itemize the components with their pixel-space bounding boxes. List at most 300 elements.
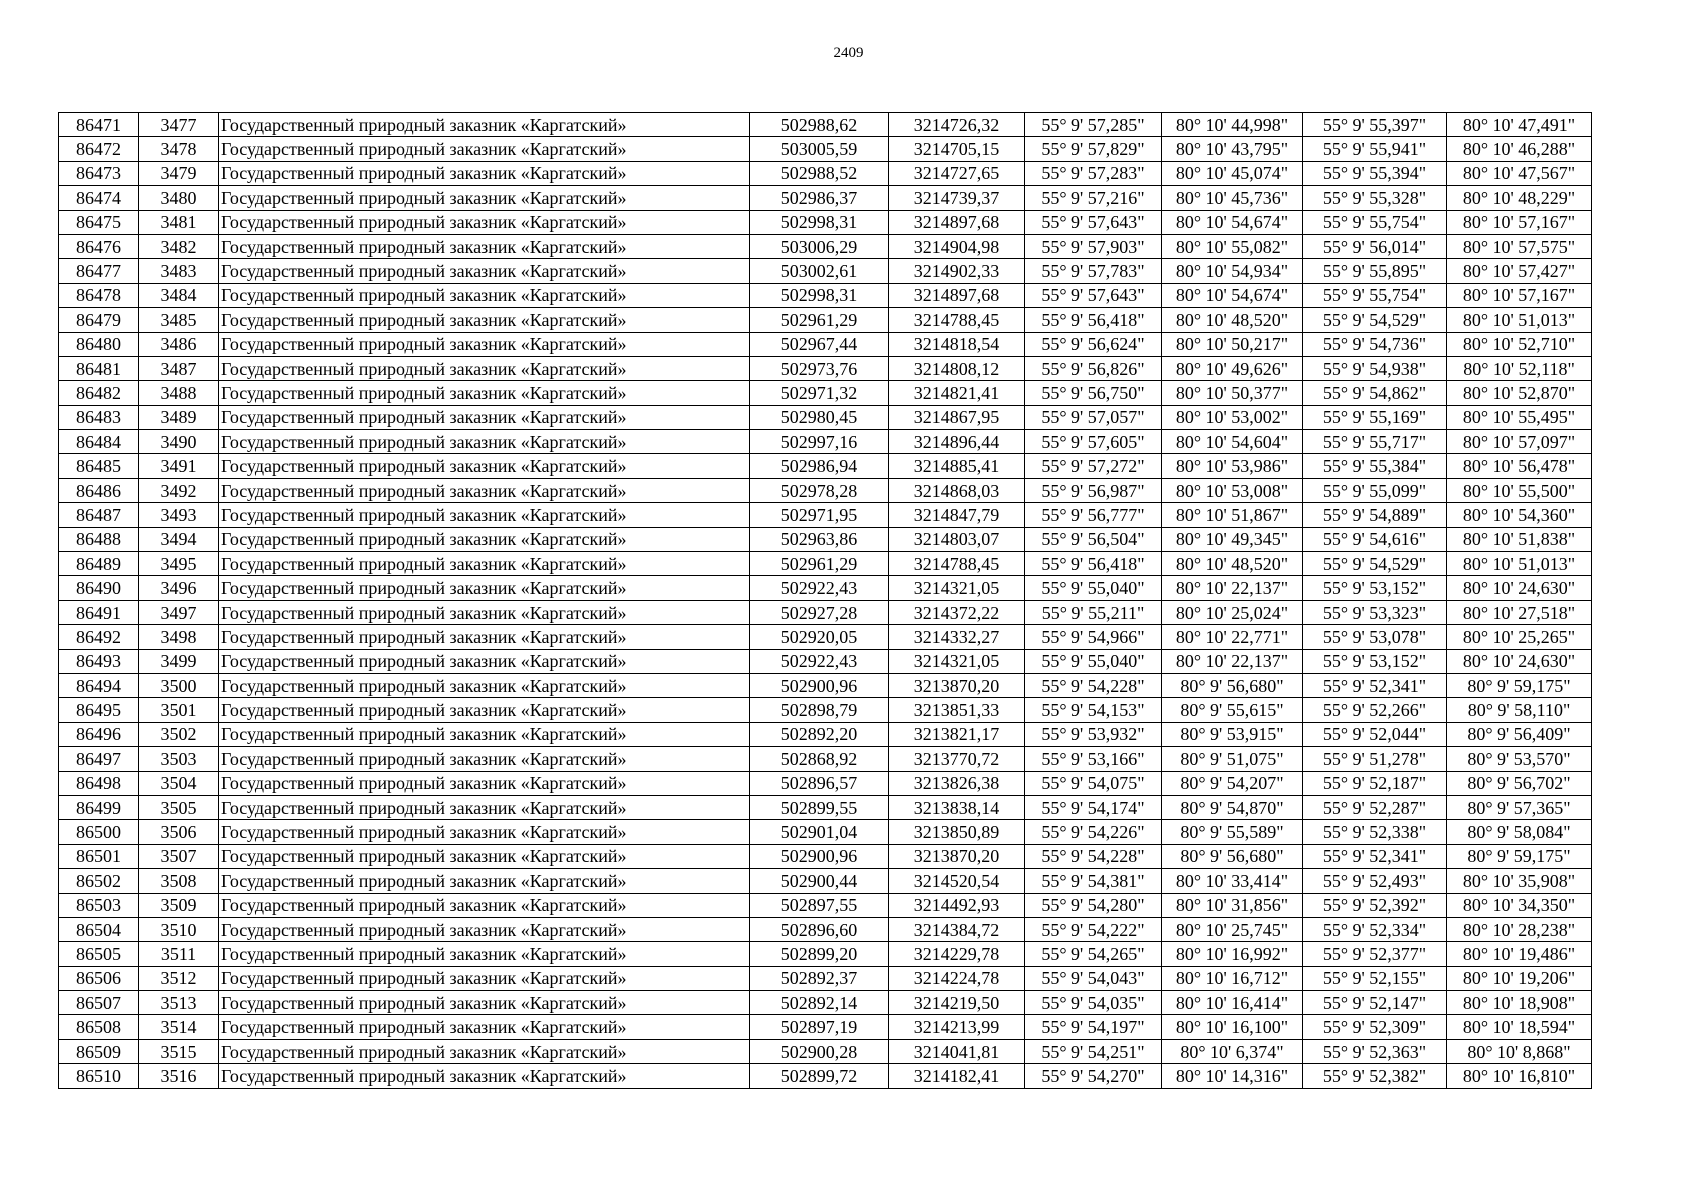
cell-coord-x: 502978,28 <box>750 478 889 502</box>
cell-coord-x: 502899,72 <box>750 1064 889 1088</box>
cell-row-number: 86471 <box>59 113 139 137</box>
table-body <box>59 113 1592 1089</box>
cell-longitude-1: 80° 10' 14,316" <box>1162 1064 1303 1088</box>
cell-point-number: 3509 <box>139 893 219 917</box>
cell-longitude-1: 80° 10' 44,998" <box>1162 113 1303 137</box>
cell-coord-x: 502897,55 <box>750 893 889 917</box>
cell-latitude-1: 55° 9' 56,826" <box>1025 356 1162 380</box>
cell-point-number: 3503 <box>139 747 219 771</box>
cell-row-number: 86486 <box>59 478 139 502</box>
table-row <box>59 186 1592 210</box>
cell-latitude-2: 55° 9' 52,392" <box>1303 893 1447 917</box>
cell-latitude-1: 55° 9' 56,418" <box>1025 552 1162 576</box>
cell-row-number: 86476 <box>59 234 139 258</box>
cell-point-number: 3483 <box>139 259 219 283</box>
cell-longitude-2: 80° 10' 55,495" <box>1447 405 1592 429</box>
cell-coord-y: 3213850,89 <box>889 820 1025 844</box>
cell-row-number: 86498 <box>59 771 139 795</box>
cell-coord-y: 3214902,33 <box>889 259 1025 283</box>
cell-latitude-2: 55° 9' 52,382" <box>1303 1064 1447 1088</box>
cell-longitude-1: 80° 10' 53,008" <box>1162 478 1303 502</box>
table-row <box>59 454 1592 478</box>
cell-reserve-name: Государственный природный заказник «Каргатский» <box>219 917 750 941</box>
cell-longitude-1: 80° 10' 48,520" <box>1162 552 1303 576</box>
cell-point-number: 3514 <box>139 1015 219 1039</box>
table-row <box>59 1064 1592 1088</box>
cell-longitude-1: 80° 10' 16,414" <box>1162 991 1303 1015</box>
cell-row-number: 86502 <box>59 869 139 893</box>
cell-row-number: 86488 <box>59 527 139 551</box>
cell-point-number: 3488 <box>139 381 219 405</box>
cell-row-number: 86475 <box>59 210 139 234</box>
cell-coord-y: 3214821,41 <box>889 381 1025 405</box>
cell-longitude-2: 80° 9' 56,409" <box>1447 722 1592 746</box>
cell-coord-y: 3214332,27 <box>889 625 1025 649</box>
cell-latitude-2: 55° 9' 53,323" <box>1303 600 1447 624</box>
cell-reserve-name: Государственный природный заказник «Каргатский» <box>219 113 750 137</box>
cell-row-number: 86472 <box>59 137 139 161</box>
cell-coord-x: 502986,37 <box>750 186 889 210</box>
cell-coord-y: 3214739,37 <box>889 186 1025 210</box>
cell-coord-x: 502892,20 <box>750 722 889 746</box>
table-row <box>59 137 1592 161</box>
cell-row-number: 86503 <box>59 893 139 917</box>
cell-latitude-1: 55° 9' 55,040" <box>1025 576 1162 600</box>
cell-longitude-1: 80° 10' 51,867" <box>1162 503 1303 527</box>
cell-point-number: 3489 <box>139 405 219 429</box>
cell-latitude-2: 55° 9' 52,266" <box>1303 698 1447 722</box>
cell-reserve-name: Государственный природный заказник «Каргатский» <box>219 137 750 161</box>
cell-latitude-2: 55° 9' 55,754" <box>1303 210 1447 234</box>
table-row <box>59 698 1592 722</box>
cell-longitude-1: 80° 10' 49,626" <box>1162 356 1303 380</box>
cell-row-number: 86510 <box>59 1064 139 1088</box>
cell-row-number: 86504 <box>59 917 139 941</box>
cell-coord-x: 502898,79 <box>750 698 889 722</box>
cell-point-number: 3504 <box>139 771 219 795</box>
cell-longitude-2: 80° 10' 56,478" <box>1447 454 1592 478</box>
cell-longitude-1: 80° 10' 54,674" <box>1162 210 1303 234</box>
cell-coord-x: 503006,29 <box>750 234 889 258</box>
cell-latitude-1: 55° 9' 57,285" <box>1025 113 1162 137</box>
cell-coord-y: 3214788,45 <box>889 552 1025 576</box>
cell-latitude-2: 55° 9' 52,044" <box>1303 722 1447 746</box>
cell-point-number: 3501 <box>139 698 219 722</box>
cell-latitude-2: 55° 9' 55,397" <box>1303 113 1447 137</box>
cell-longitude-1: 80° 10' 22,137" <box>1162 649 1303 673</box>
cell-coord-x: 502971,95 <box>750 503 889 527</box>
cell-latitude-2: 55° 9' 53,152" <box>1303 649 1447 673</box>
cell-reserve-name: Государственный природный заказник «Каргатский» <box>219 942 750 966</box>
cell-coord-x: 502896,57 <box>750 771 889 795</box>
cell-reserve-name: Государственный природный заказник «Каргатский» <box>219 503 750 527</box>
cell-longitude-2: 80° 10' 19,206" <box>1447 966 1592 990</box>
cell-coord-x: 502868,92 <box>750 747 889 771</box>
cell-latitude-1: 55° 9' 54,226" <box>1025 820 1162 844</box>
cell-reserve-name: Государственный природный заказник «Каргатский» <box>219 820 750 844</box>
cell-longitude-1: 80° 10' 45,074" <box>1162 161 1303 185</box>
cell-latitude-1: 55° 9' 55,211" <box>1025 600 1162 624</box>
cell-latitude-2: 55° 9' 52,187" <box>1303 771 1447 795</box>
cell-point-number: 3512 <box>139 966 219 990</box>
cell-longitude-2: 80° 10' 51,838" <box>1447 527 1592 551</box>
cell-point-number: 3492 <box>139 478 219 502</box>
cell-longitude-1: 80° 10' 54,604" <box>1162 430 1303 454</box>
cell-longitude-2: 80° 10' 18,908" <box>1447 991 1592 1015</box>
cell-longitude-2: 80° 10' 48,229" <box>1447 186 1592 210</box>
cell-latitude-1: 55° 9' 54,035" <box>1025 991 1162 1015</box>
cell-longitude-1: 80° 10' 25,745" <box>1162 917 1303 941</box>
cell-longitude-2: 80° 10' 57,575" <box>1447 234 1592 258</box>
cell-latitude-1: 55° 9' 57,605" <box>1025 430 1162 454</box>
cell-coord-x: 502963,86 <box>750 527 889 551</box>
cell-latitude-1: 55° 9' 56,987" <box>1025 478 1162 502</box>
table-row <box>59 673 1592 697</box>
cell-longitude-2: 80° 9' 59,175" <box>1447 673 1592 697</box>
cell-point-number: 3479 <box>139 161 219 185</box>
cell-latitude-2: 55° 9' 52,287" <box>1303 795 1447 819</box>
cell-coord-y: 3214182,41 <box>889 1064 1025 1088</box>
cell-latitude-2: 55° 9' 56,014" <box>1303 234 1447 258</box>
cell-latitude-1: 55° 9' 54,075" <box>1025 771 1162 795</box>
cell-coord-x: 502973,76 <box>750 356 889 380</box>
cell-latitude-1: 55° 9' 57,643" <box>1025 283 1162 307</box>
cell-longitude-2: 80° 10' 24,630" <box>1447 576 1592 600</box>
cell-latitude-1: 55° 9' 54,043" <box>1025 966 1162 990</box>
cell-latitude-2: 55° 9' 54,529" <box>1303 552 1447 576</box>
table-row <box>59 942 1592 966</box>
cell-point-number: 3510 <box>139 917 219 941</box>
table-row <box>59 478 1592 502</box>
cell-latitude-2: 55° 9' 54,616" <box>1303 527 1447 551</box>
cell-coord-x: 502900,96 <box>750 844 889 868</box>
table-row <box>59 771 1592 795</box>
cell-latitude-2: 55° 9' 52,155" <box>1303 966 1447 990</box>
cell-longitude-2: 80° 10' 51,013" <box>1447 308 1592 332</box>
cell-row-number: 86485 <box>59 454 139 478</box>
cell-point-number: 3513 <box>139 991 219 1015</box>
cell-coord-x: 502900,96 <box>750 673 889 697</box>
cell-point-number: 3511 <box>139 942 219 966</box>
cell-longitude-2: 80° 9' 53,570" <box>1447 747 1592 771</box>
cell-coord-y: 3214372,22 <box>889 600 1025 624</box>
cell-coord-y: 3214867,95 <box>889 405 1025 429</box>
cell-coord-x: 502900,44 <box>750 869 889 893</box>
cell-longitude-1: 80° 9' 54,870" <box>1162 795 1303 819</box>
cell-coord-y: 3214041,81 <box>889 1039 1025 1063</box>
cell-row-number: 86487 <box>59 503 139 527</box>
cell-latitude-1: 55° 9' 56,750" <box>1025 381 1162 405</box>
cell-coord-y: 3214224,78 <box>889 966 1025 990</box>
cell-coord-x: 502986,94 <box>750 454 889 478</box>
cell-longitude-1: 80° 9' 55,615" <box>1162 698 1303 722</box>
cell-coord-x: 502961,29 <box>750 552 889 576</box>
cell-coord-y: 3214808,12 <box>889 356 1025 380</box>
cell-latitude-1: 55° 9' 57,057" <box>1025 405 1162 429</box>
cell-point-number: 3490 <box>139 430 219 454</box>
cell-row-number: 86492 <box>59 625 139 649</box>
cell-coord-y: 3214520,54 <box>889 869 1025 893</box>
cell-latitude-2: 55° 9' 52,377" <box>1303 942 1447 966</box>
cell-latitude-1: 55° 9' 54,270" <box>1025 1064 1162 1088</box>
cell-latitude-1: 55° 9' 57,216" <box>1025 186 1162 210</box>
table-row <box>59 649 1592 673</box>
cell-longitude-2: 80° 10' 47,567" <box>1447 161 1592 185</box>
cell-coord-x: 502927,28 <box>750 600 889 624</box>
cell-longitude-1: 80° 10' 48,520" <box>1162 308 1303 332</box>
cell-longitude-1: 80° 10' 54,674" <box>1162 283 1303 307</box>
table-row <box>59 527 1592 551</box>
cell-latitude-1: 55° 9' 54,381" <box>1025 869 1162 893</box>
cell-coord-y: 3213770,72 <box>889 747 1025 771</box>
cell-longitude-1: 80° 10' 6,374" <box>1162 1039 1303 1063</box>
cell-longitude-2: 80° 10' 57,167" <box>1447 210 1592 234</box>
cell-row-number: 86506 <box>59 966 139 990</box>
table-row <box>59 381 1592 405</box>
cell-latitude-2: 55° 9' 54,862" <box>1303 381 1447 405</box>
table-row <box>59 308 1592 332</box>
cell-coord-y: 3213826,38 <box>889 771 1025 795</box>
cell-longitude-2: 80° 9' 57,365" <box>1447 795 1592 819</box>
cell-longitude-2: 80° 10' 24,630" <box>1447 649 1592 673</box>
cell-reserve-name: Государственный природный заказник «Каргатский» <box>219 795 750 819</box>
cell-point-number: 3486 <box>139 332 219 356</box>
cell-point-number: 3493 <box>139 503 219 527</box>
cell-coord-y: 3214818,54 <box>889 332 1025 356</box>
cell-longitude-2: 80° 9' 58,110" <box>1447 698 1592 722</box>
cell-longitude-2: 80° 10' 57,167" <box>1447 283 1592 307</box>
table-row <box>59 161 1592 185</box>
table-row <box>59 234 1592 258</box>
cell-longitude-2: 80° 10' 16,810" <box>1447 1064 1592 1088</box>
cell-coord-x: 502961,29 <box>750 308 889 332</box>
cell-coord-y: 3214219,50 <box>889 991 1025 1015</box>
cell-coord-y: 3214726,32 <box>889 113 1025 137</box>
cell-latitude-1: 55° 9' 56,777" <box>1025 503 1162 527</box>
cell-latitude-1: 55° 9' 57,283" <box>1025 161 1162 185</box>
cell-latitude-2: 55° 9' 52,341" <box>1303 673 1447 697</box>
cell-reserve-name: Государственный природный заказник «Каргатский» <box>219 649 750 673</box>
cell-reserve-name: Государственный природный заказник «Каргатский» <box>219 527 750 551</box>
cell-latitude-2: 55° 9' 54,529" <box>1303 308 1447 332</box>
cell-latitude-1: 55° 9' 57,829" <box>1025 137 1162 161</box>
cell-point-number: 3485 <box>139 308 219 332</box>
cell-point-number: 3478 <box>139 137 219 161</box>
cell-latitude-1: 55° 9' 54,197" <box>1025 1015 1162 1039</box>
cell-latitude-1: 55° 9' 54,251" <box>1025 1039 1162 1063</box>
cell-latitude-1: 55° 9' 56,418" <box>1025 308 1162 332</box>
cell-row-number: 86505 <box>59 942 139 966</box>
cell-longitude-2: 80° 10' 57,097" <box>1447 430 1592 454</box>
cell-longitude-1: 80° 9' 56,680" <box>1162 673 1303 697</box>
cell-coord-y: 3214897,68 <box>889 283 1025 307</box>
cell-longitude-1: 80° 10' 45,736" <box>1162 186 1303 210</box>
cell-coord-x: 502997,16 <box>750 430 889 454</box>
cell-coord-x: 502896,60 <box>750 917 889 941</box>
cell-coord-y: 3214847,79 <box>889 503 1025 527</box>
cell-longitude-1: 80° 10' 49,345" <box>1162 527 1303 551</box>
cell-coord-y: 3214213,99 <box>889 1015 1025 1039</box>
cell-longitude-1: 80° 9' 56,680" <box>1162 844 1303 868</box>
cell-longitude-1: 80° 10' 50,377" <box>1162 381 1303 405</box>
cell-latitude-2: 55° 9' 54,938" <box>1303 356 1447 380</box>
cell-coord-y: 3214727,65 <box>889 161 1025 185</box>
table-row <box>59 332 1592 356</box>
cell-latitude-1: 55° 9' 53,166" <box>1025 747 1162 771</box>
cell-latitude-1: 55° 9' 54,228" <box>1025 673 1162 697</box>
cell-longitude-1: 80° 10' 33,414" <box>1162 869 1303 893</box>
cell-longitude-1: 80° 9' 54,207" <box>1162 771 1303 795</box>
cell-reserve-name: Государственный природный заказник «Каргатский» <box>219 234 750 258</box>
cell-latitude-2: 55° 9' 55,384" <box>1303 454 1447 478</box>
cell-longitude-1: 80° 10' 50,217" <box>1162 332 1303 356</box>
cell-reserve-name: Государственный природный заказник «Каргатский» <box>219 966 750 990</box>
table-row <box>59 259 1592 283</box>
cell-coord-y: 3214788,45 <box>889 308 1025 332</box>
cell-row-number: 86479 <box>59 308 139 332</box>
cell-latitude-2: 55° 9' 55,941" <box>1303 137 1447 161</box>
cell-coord-y: 3214321,05 <box>889 649 1025 673</box>
cell-latitude-1: 55° 9' 54,228" <box>1025 844 1162 868</box>
table-row <box>59 600 1592 624</box>
cell-row-number: 86480 <box>59 332 139 356</box>
cell-latitude-2: 55° 9' 52,363" <box>1303 1039 1447 1063</box>
cell-coord-x: 502971,32 <box>750 381 889 405</box>
cell-longitude-2: 80° 10' 25,265" <box>1447 625 1592 649</box>
cell-point-number: 3491 <box>139 454 219 478</box>
table-row <box>59 552 1592 576</box>
cell-reserve-name: Государственный природный заказник «Каргатский» <box>219 478 750 502</box>
cell-point-number: 3506 <box>139 820 219 844</box>
cell-latitude-2: 55° 9' 53,078" <box>1303 625 1447 649</box>
page-number: 2409 <box>833 45 864 61</box>
table-row <box>59 405 1592 429</box>
cell-longitude-1: 80° 10' 16,100" <box>1162 1015 1303 1039</box>
cell-row-number: 86477 <box>59 259 139 283</box>
cell-longitude-2: 80° 10' 46,288" <box>1447 137 1592 161</box>
cell-longitude-2: 80° 10' 34,350" <box>1447 893 1592 917</box>
table-row <box>59 966 1592 990</box>
cell-latitude-1: 55° 9' 57,903" <box>1025 234 1162 258</box>
cell-row-number: 86493 <box>59 649 139 673</box>
cell-coord-x: 502897,19 <box>750 1015 889 1039</box>
table-row <box>59 356 1592 380</box>
cell-row-number: 86496 <box>59 722 139 746</box>
cell-reserve-name: Государственный природный заказник «Каргатский» <box>219 844 750 868</box>
cell-longitude-2: 80° 10' 19,486" <box>1447 942 1592 966</box>
cell-coord-y: 3214803,07 <box>889 527 1025 551</box>
cell-latitude-1: 55° 9' 57,643" <box>1025 210 1162 234</box>
cell-longitude-1: 80° 10' 22,771" <box>1162 625 1303 649</box>
cell-coord-x: 502922,43 <box>750 576 889 600</box>
cell-latitude-1: 55° 9' 57,783" <box>1025 259 1162 283</box>
cell-reserve-name: Государственный природный заказник «Каргатский» <box>219 161 750 185</box>
cell-longitude-2: 80° 10' 8,868" <box>1447 1039 1592 1063</box>
cell-latitude-1: 55° 9' 54,966" <box>1025 625 1162 649</box>
cell-longitude-2: 80° 10' 52,710" <box>1447 332 1592 356</box>
cell-latitude-2: 55° 9' 54,736" <box>1303 332 1447 356</box>
cell-coord-x: 502900,28 <box>750 1039 889 1063</box>
cell-latitude-2: 55° 9' 51,278" <box>1303 747 1447 771</box>
cell-reserve-name: Государственный природный заказник «Каргатский» <box>219 722 750 746</box>
cell-longitude-2: 80° 9' 56,702" <box>1447 771 1592 795</box>
cell-latitude-2: 55° 9' 55,328" <box>1303 186 1447 210</box>
table-row <box>59 844 1592 868</box>
cell-latitude-1: 55° 9' 54,222" <box>1025 917 1162 941</box>
cell-latitude-2: 55° 9' 55,717" <box>1303 430 1447 454</box>
table-row <box>59 283 1592 307</box>
cell-latitude-1: 55° 9' 54,265" <box>1025 942 1162 966</box>
cell-reserve-name: Государственный природный заказник «Каргатский» <box>219 405 750 429</box>
cell-longitude-1: 80° 10' 55,082" <box>1162 234 1303 258</box>
cell-point-number: 3505 <box>139 795 219 819</box>
cell-coord-y: 3213821,17 <box>889 722 1025 746</box>
cell-point-number: 3499 <box>139 649 219 673</box>
cell-reserve-name: Государственный природный заказник «Каргатский» <box>219 454 750 478</box>
cell-latitude-1: 55° 9' 54,174" <box>1025 795 1162 819</box>
cell-longitude-1: 80° 10' 53,002" <box>1162 405 1303 429</box>
cell-coord-y: 3213870,20 <box>889 844 1025 868</box>
cell-reserve-name: Государственный природный заказник «Каргатский» <box>219 576 750 600</box>
cell-coord-y: 3214321,05 <box>889 576 1025 600</box>
cell-row-number: 86507 <box>59 991 139 1015</box>
cell-point-number: 3498 <box>139 625 219 649</box>
cell-row-number: 86500 <box>59 820 139 844</box>
cell-latitude-2: 55° 9' 55,895" <box>1303 259 1447 283</box>
cell-reserve-name: Государственный природный заказник «Каргатский» <box>219 332 750 356</box>
cell-coord-y: 3213851,33 <box>889 698 1025 722</box>
cell-row-number: 86478 <box>59 283 139 307</box>
cell-point-number: 3494 <box>139 527 219 551</box>
cell-reserve-name: Государственный природный заказник «Каргатский» <box>219 259 750 283</box>
cell-latitude-2: 55° 9' 55,169" <box>1303 405 1447 429</box>
cell-longitude-2: 80° 10' 52,118" <box>1447 356 1592 380</box>
cell-coord-y: 3213870,20 <box>889 673 1025 697</box>
cell-row-number: 86474 <box>59 186 139 210</box>
cell-coord-x: 502998,31 <box>750 283 889 307</box>
table-row <box>59 576 1592 600</box>
cell-coord-x: 502901,04 <box>750 820 889 844</box>
cell-point-number: 3495 <box>139 552 219 576</box>
cell-longitude-1: 80° 9' 51,075" <box>1162 747 1303 771</box>
table-row <box>59 893 1592 917</box>
cell-latitude-2: 55° 9' 52,493" <box>1303 869 1447 893</box>
cell-coord-x: 502980,45 <box>750 405 889 429</box>
cell-reserve-name: Государственный природный заказник «Каргатский» <box>219 747 750 771</box>
cell-reserve-name: Государственный природный заказник «Каргатский» <box>219 283 750 307</box>
cell-latitude-2: 55° 9' 52,309" <box>1303 1015 1447 1039</box>
cell-coord-x: 502988,62 <box>750 113 889 137</box>
cell-longitude-2: 80° 10' 27,518" <box>1447 600 1592 624</box>
table-row <box>59 1039 1592 1063</box>
cell-longitude-1: 80° 10' 53,986" <box>1162 454 1303 478</box>
cell-reserve-name: Государственный природный заказник «Каргатский» <box>219 552 750 576</box>
cell-longitude-2: 80° 10' 35,908" <box>1447 869 1592 893</box>
cell-latitude-1: 55° 9' 54,280" <box>1025 893 1162 917</box>
table-row <box>59 1015 1592 1039</box>
cell-latitude-1: 55° 9' 54,153" <box>1025 698 1162 722</box>
cell-latitude-2: 55° 9' 55,394" <box>1303 161 1447 185</box>
cell-longitude-2: 80° 10' 18,594" <box>1447 1015 1592 1039</box>
cell-coord-y: 3214868,03 <box>889 478 1025 502</box>
table-row <box>59 722 1592 746</box>
cell-latitude-2: 55° 9' 52,147" <box>1303 991 1447 1015</box>
cell-coord-y: 3214897,68 <box>889 210 1025 234</box>
cell-point-number: 3507 <box>139 844 219 868</box>
cell-point-number: 3487 <box>139 356 219 380</box>
coordinates-table <box>58 112 1592 1089</box>
cell-point-number: 3516 <box>139 1064 219 1088</box>
